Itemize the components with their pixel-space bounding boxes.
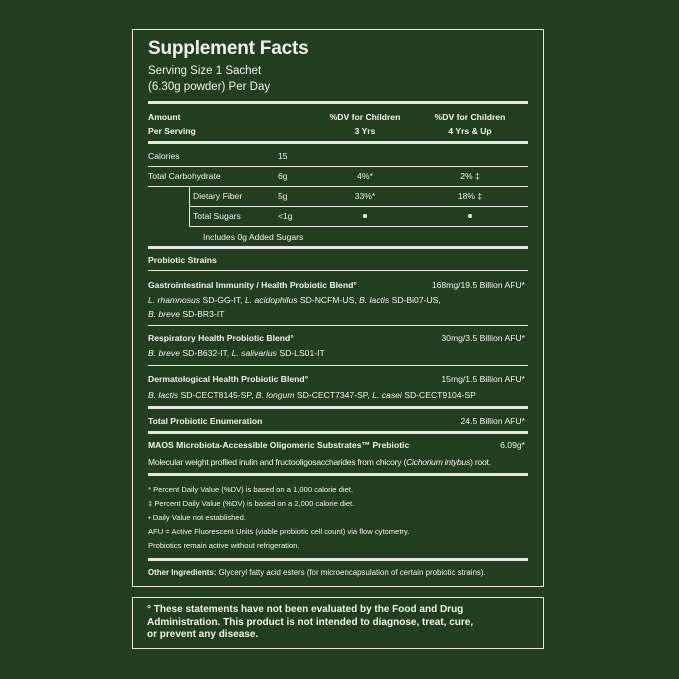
total-probiotic-amount: 24.5 Billion AFU*: [460, 416, 525, 426]
strain-genus: L. rhamnosus: [148, 295, 201, 305]
dv-not-established-dot: [468, 214, 472, 218]
maos-name: MAOS Microbiota-Accessible Oligomeric Substrates™ Prebiotic: [148, 440, 410, 450]
other-ingredients-label: Other Ingredients:: [148, 568, 217, 577]
maos-description: [148, 457, 491, 467]
amount-header-2: Per Serving: [148, 126, 196, 136]
footnote: * Percent Daily Value (%DV) is based on a 1,000 calorie diet.: [148, 485, 353, 494]
strain-code: SD-CECT8145-SP,: [178, 390, 256, 400]
strain-code: SD-BR3-IT: [180, 309, 225, 319]
strain-code: SD-LS01-IT: [276, 348, 325, 358]
strain-code: SD-CECT7347-SP,: [294, 390, 373, 400]
blend-amount: 168mg/19.5 Billion AFU*: [431, 280, 525, 290]
disclaimer-line: ° These statements have not been evaluated by the Food and Drug: [147, 604, 464, 615]
strain-code: SD-NCFM-US,: [297, 295, 360, 305]
carb-amount: 6g: [278, 171, 288, 181]
calories-label: Calories: [148, 151, 180, 161]
maos-desc-text-end: ) root.: [470, 457, 491, 467]
divider: [148, 325, 528, 326]
divider: [189, 226, 528, 227]
blend-name: Respiratory Health Probiotic Blend°: [148, 333, 294, 343]
sugars-amount: <1g: [278, 211, 293, 221]
carb-dv1: 4%*: [357, 171, 373, 181]
strain-genus: B. lactis: [359, 295, 390, 305]
blend-strains: [148, 295, 441, 305]
strain-genus: L. acidophilus: [244, 295, 298, 305]
panel-title: Supplement Facts: [148, 38, 309, 59]
blend-name: Gastrointestinal Immunity / Health Probiotic Blend°: [148, 280, 357, 290]
dv-col2-header: %DV for Children: [434, 112, 506, 122]
divider: [148, 166, 528, 167]
dv-col2-header-2: 4 Yrs & Up: [448, 126, 492, 136]
strain-genus: B. longum: [255, 390, 295, 400]
dv-not-established-dot: [363, 214, 367, 218]
disclaimer-line: or prevent any disease.: [147, 629, 259, 640]
strain-genus: B. breve: [148, 348, 181, 358]
footnote: AFU = Active Fluorescent Units (viable probiotic cell count) via flow cytometry.: [148, 527, 410, 536]
divider: [148, 101, 528, 104]
other-ingredients-text: Glyceryl fatty acid esters (for microencapsulation of certain probiotic strains).: [216, 568, 486, 577]
blend-strains: [148, 348, 325, 358]
divider: [148, 186, 528, 187]
footnote: • Daily Value not established.: [148, 513, 246, 522]
fiber-dv2: 18% ‡: [457, 191, 483, 201]
serving-size-detail: (6.30g powder) Per Day: [148, 81, 271, 93]
dv-col1-header-2: 3 Yrs: [354, 126, 376, 136]
serving-size: Serving Size 1 Sachet: [148, 65, 262, 77]
divider: [148, 141, 528, 144]
divider: [189, 206, 528, 207]
added-sugars-label: Includes 0g Added Sugars: [203, 232, 304, 242]
blend-amount: 15mg/1.5 Billion AFU*: [441, 374, 525, 384]
strain-genus: L. salivarius: [231, 348, 277, 358]
maos-amount: 6.09g*: [500, 440, 525, 450]
strain-code: SD-B632-IT,: [180, 348, 232, 358]
strain-code: SD-Bi07-US,: [389, 295, 441, 305]
divider: [148, 365, 528, 366]
divider: [148, 406, 528, 409]
divider: [148, 558, 528, 561]
divider: [148, 431, 528, 434]
footnote: ‡ Percent Daily Value (%DV) is based on a 2,000 calorie diet.: [148, 499, 355, 508]
total-probiotic-label: Total Probiotic Enumeration: [148, 416, 263, 426]
blend-strains: [148, 309, 224, 319]
divider: [148, 270, 528, 271]
divider: [148, 473, 528, 476]
carb-dv2: 2% ‡: [460, 171, 480, 181]
carb-label: Total Carbohydrate: [148, 171, 221, 181]
disclaimer-line: Administration. This product is not intended to diagnose, treat, cure,: [147, 616, 474, 628]
blend-name: Dermatological Health Probiotic Blend°: [148, 374, 309, 384]
strain-code: SD-CECT9104-SP: [401, 390, 476, 400]
sugars-label: Total Sugars: [193, 211, 241, 221]
strain-code: SD-GG-IT,: [200, 295, 245, 305]
maos-desc-text: Molecular weight profiled inulin and fructooligosaccharides from chicory (: [148, 457, 407, 467]
amount-header: Amount: [148, 112, 181, 122]
divider: [148, 246, 528, 249]
supplement-facts-panel: [132, 29, 544, 587]
blend-strains: [148, 390, 476, 400]
fiber-amount: 5g: [278, 191, 288, 201]
fiber-dv1: 33%*: [354, 191, 376, 201]
fda-disclaimer: [132, 597, 544, 649]
strain-genus: L. casei: [372, 390, 402, 400]
calories-amount: 15: [278, 151, 288, 161]
maos-desc-latin: Cichorium intybus: [406, 457, 471, 467]
strain-genus: B. lactis: [148, 390, 179, 400]
probiotic-strains-heading: Probiotic Strains: [148, 255, 217, 265]
dv-col1-header: %DV for Children: [329, 112, 401, 122]
other-ingredients: [148, 568, 486, 577]
fiber-label: Dietary Fiber: [193, 191, 243, 201]
footnote: Probiotics remain active without refrigeration.: [148, 541, 300, 550]
strain-genus: B. breve: [148, 309, 181, 319]
blend-amount: 30mg/3.5 Billion AFU*: [441, 333, 525, 343]
